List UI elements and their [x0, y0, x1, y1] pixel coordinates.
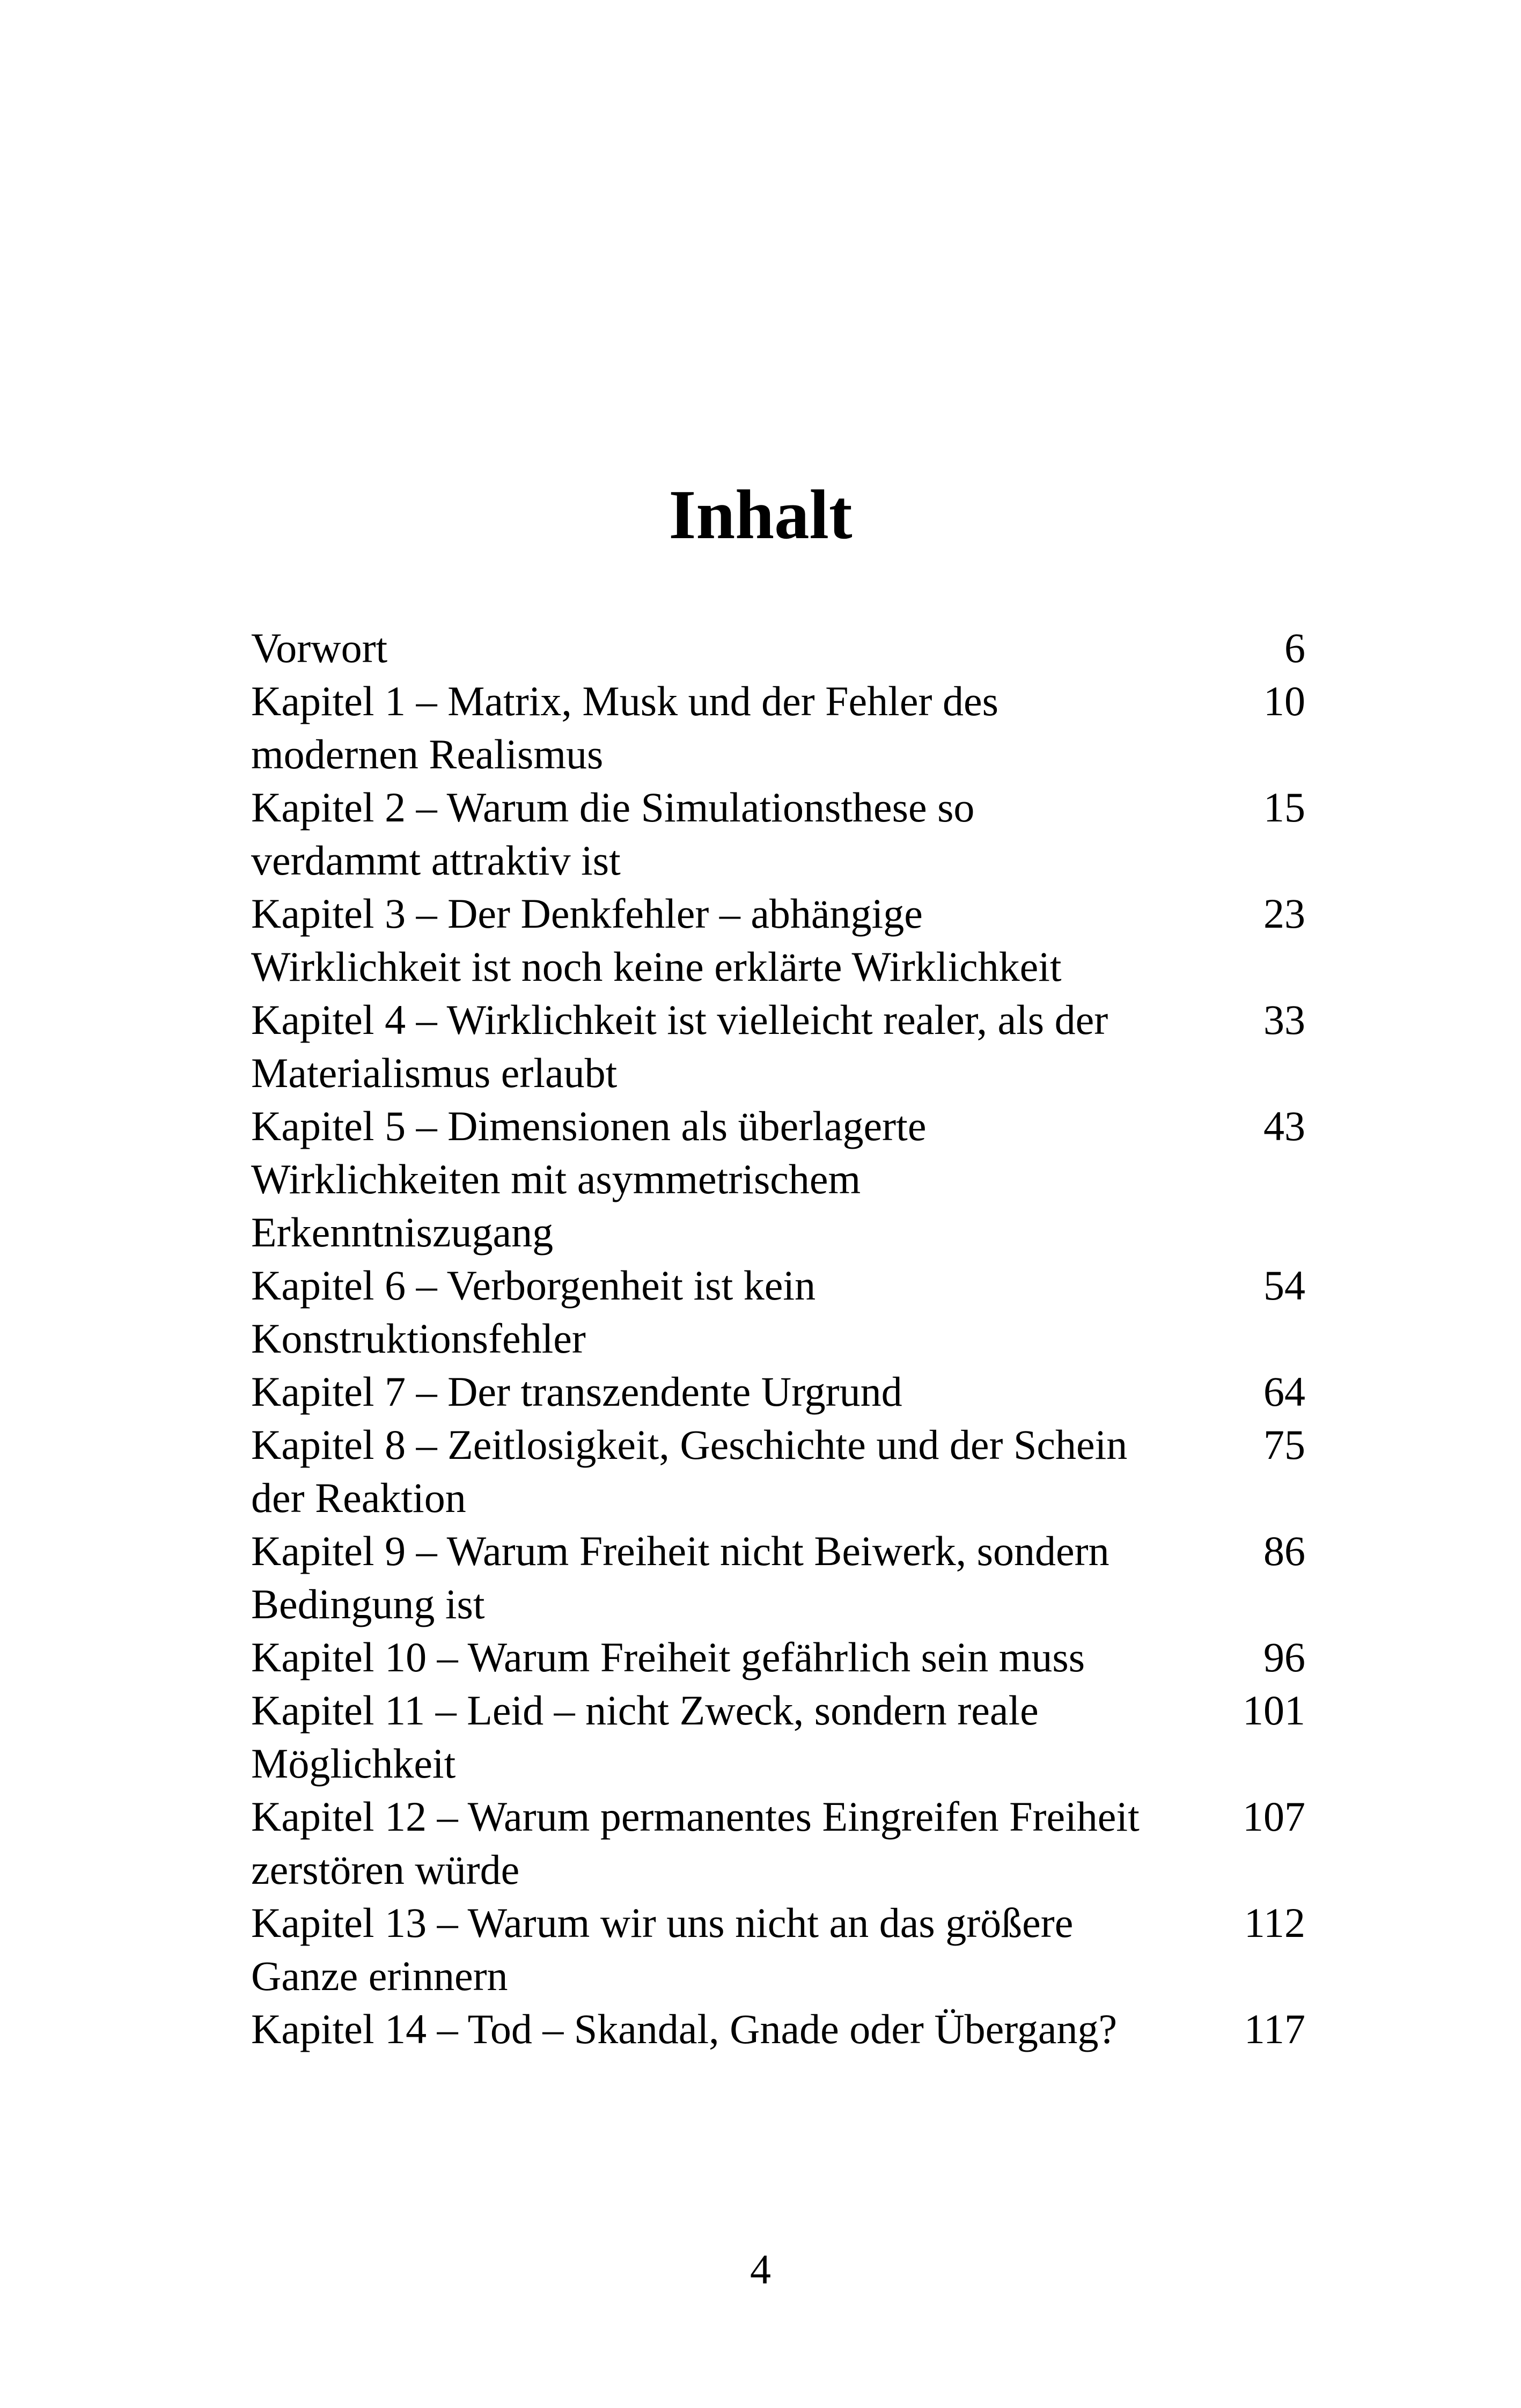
- page-number: 4: [750, 2246, 771, 2293]
- toc-entry-title-line: Kapitel 13 – Warum wir uns nicht an das größere: [251, 1899, 1074, 1946]
- toc-entry-title-line: Kapitel 4 – Wirklichkeit ist vielleicht realer, als der: [251, 996, 1108, 1043]
- toc-entry-title: [251, 781, 1206, 887]
- toc-entry: [251, 1524, 1305, 1631]
- toc-entry-title-line: der Reaktion: [251, 1474, 466, 1521]
- toc-entry: [251, 781, 1305, 887]
- toc-entry-title-line: Wirklichkeiten mit asymmetrischem: [251, 1156, 861, 1202]
- toc-entry: [251, 1896, 1305, 2002]
- toc-entry-page: 54: [1263, 1262, 1305, 1309]
- toc-entry-title-line: Möglichkeit: [251, 1740, 456, 1787]
- toc-entry-title-line: Kapitel 1 – Matrix, Musk und der Fehler des: [251, 678, 998, 724]
- toc-entry-title-line: modernen Realismus: [251, 731, 604, 777]
- toc-entry-page: 75: [1263, 1421, 1305, 1468]
- toc-entry-title: [251, 1418, 1206, 1524]
- toc-entry-page: 96: [1263, 1634, 1305, 1680]
- toc-entry-title-line: zerstören würde: [251, 1846, 520, 1893]
- toc-entry-title-line: Kapitel 2 – Warum die Simulationsthese so: [251, 784, 975, 831]
- toc-entry-title: [251, 1524, 1206, 1631]
- toc-entry-title: [251, 1790, 1206, 1896]
- toc-entry-title: [251, 1099, 1206, 1259]
- toc-entry-title: [251, 674, 1206, 781]
- toc-entry-page: 86: [1263, 1528, 1305, 1574]
- toc-entry: [251, 2002, 1305, 2055]
- toc-entry-title-line: Kapitel 9 – Warum Freiheit nicht Beiwerk, sondern: [251, 1528, 1109, 1574]
- toc-entry-title-line: Erkenntniszugang: [251, 1209, 554, 1256]
- toc-entry: [251, 887, 1305, 993]
- toc-entry-title-line: Vorwort: [251, 625, 388, 671]
- toc-entry-title: [251, 621, 1206, 674]
- toc-entry-title: [251, 1259, 1206, 1365]
- toc-entry-title-line: Kapitel 8 – Zeitlosigkeit, Geschichte und der Schein: [251, 1421, 1128, 1468]
- toc-entry-title: [251, 887, 1206, 993]
- toc-entry-page: 107: [1243, 1793, 1305, 1840]
- toc-entry: [251, 1099, 1305, 1259]
- toc-entry-page: 43: [1263, 1103, 1305, 1149]
- toc-entry-title-line: verdammt attraktiv ist: [251, 837, 621, 884]
- toc-entry-page: 6: [1284, 625, 1305, 671]
- toc-entry-title-line: Konstruktionsfehler: [251, 1315, 586, 1362]
- table-of-contents: [251, 621, 1305, 2055]
- toc-entry-title: [251, 993, 1206, 1099]
- toc-entry-page: 10: [1263, 678, 1305, 724]
- toc-entry-title-line: Kapitel 11 – Leid – nicht Zweck, sondern reale: [251, 1687, 1039, 1734]
- page-title: Inhalt: [668, 476, 853, 554]
- toc-entry-title: [251, 1684, 1206, 1790]
- toc-entry-title-line: Kapitel 5 – Dimensionen als überlagerte: [251, 1103, 927, 1149]
- toc-entry-title-line: Kapitel 14 – Tod – Skandal, Gnade oder Übergang?: [251, 2006, 1118, 2052]
- toc-entry-title: [251, 1896, 1206, 2002]
- toc-entry: [251, 1418, 1305, 1524]
- toc-entry: [251, 1684, 1305, 1790]
- toc-entry-page: 101: [1243, 1687, 1305, 1734]
- toc-entry-page: 15: [1263, 784, 1305, 831]
- toc-entry-title: [251, 1365, 1206, 1418]
- toc-entry-title-line: Bedingung ist: [251, 1581, 485, 1627]
- toc-entry-title: [251, 1631, 1206, 1684]
- toc-entry: [251, 621, 1305, 674]
- toc-entry: [251, 674, 1305, 781]
- toc-entry-title-line: Kapitel 10 – Warum Freiheit gefährlich sein muss: [251, 1634, 1085, 1680]
- toc-entry: [251, 1790, 1305, 1896]
- toc-entry-title-line: Kapitel 6 – Verborgenheit ist kein: [251, 1262, 816, 1309]
- toc-entry-title-line: Kapitel 7 – Der transzendente Urgrund: [251, 1368, 902, 1415]
- toc-entry: [251, 1365, 1305, 1418]
- toc-entry-title-line: Wirklichkeit ist noch keine erklärte Wirklichkeit: [251, 943, 1062, 990]
- toc-entry-title-line: Ganze erinnern: [251, 1952, 508, 1999]
- toc-entry: [251, 993, 1305, 1099]
- toc-entry-title: [251, 2002, 1206, 2055]
- toc-entry: [251, 1631, 1305, 1684]
- toc-entry-title-line: Kapitel 12 – Warum permanentes Eingreifen Freiheit: [251, 1793, 1140, 1840]
- toc-entry-page: 117: [1244, 2006, 1305, 2052]
- toc-entry-page: 23: [1263, 890, 1305, 937]
- toc-entry-page: 112: [1244, 1899, 1305, 1946]
- toc-entry-title-line: Kapitel 3 – Der Denkfehler – abhängige: [251, 890, 923, 937]
- toc-entry-title-line: Materialismus erlaubt: [251, 1049, 618, 1096]
- toc-entry-page: 64: [1263, 1368, 1305, 1415]
- toc-entry: [251, 1259, 1305, 1365]
- toc-entry-page: 33: [1263, 996, 1305, 1043]
